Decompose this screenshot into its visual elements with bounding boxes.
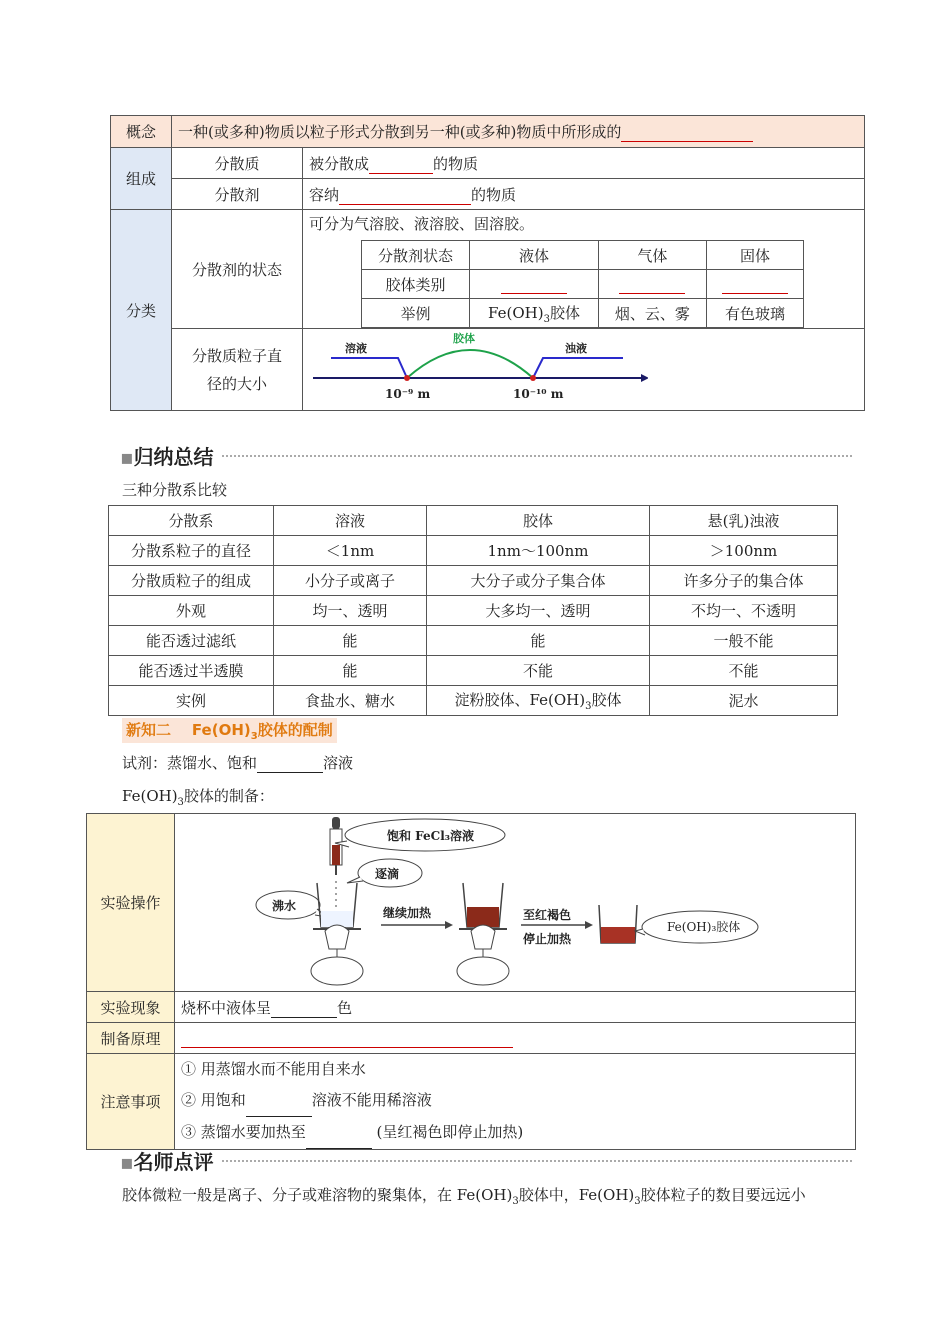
comparison-table (108, 505, 838, 716)
inner-h0: 分散剂状态 (362, 241, 470, 270)
boiling-label: 沸水 (272, 898, 297, 913)
table-row: 实例 食盐水、糖水 淀粉胶体、$Fe(OH)_3$胶体 泥水 (109, 686, 838, 716)
table-row: 能否透过滤纸 能 能 一般不能 (109, 626, 838, 656)
prep-line: $Fe(OH)_3$胶体的制备： (122, 787, 274, 808)
dropper-liquid (332, 845, 340, 865)
inner-h1: 液体 (470, 241, 599, 270)
inner-ex2: 烟、云、雾 (598, 299, 706, 328)
arrow-2-head (585, 921, 593, 929)
tick-dot-2 (530, 375, 536, 381)
inner-r1: 胶体类别 (362, 270, 470, 299)
table-row: 外观 均一、透明 大多均一、透明 不均一、不透明 (109, 596, 838, 626)
principle-label: 制备原理 (87, 1023, 175, 1054)
solution-label: 溶液 (345, 341, 367, 355)
step1-label: 继续加热 (383, 905, 432, 920)
colloid-label: 胶体 (453, 331, 475, 345)
beaker-3-liquid (601, 927, 635, 943)
summary-title: ▪归纳总结 (120, 445, 214, 469)
summary-divider (222, 455, 852, 457)
tick-label-2: 10⁻¹⁰ m (513, 386, 564, 401)
experiment-diagram (175, 815, 855, 991)
beaker-2-liquid (467, 907, 499, 927)
suspension-label: 浊液 (565, 341, 587, 355)
note-2: ② 用饱和 溶液不能用稀溶液 (181, 1085, 849, 1117)
burner-2 (457, 957, 509, 985)
dispersed-label: 分散质 (172, 148, 303, 179)
inner-blank-2 (598, 270, 706, 299)
inner-blank-1 (470, 270, 599, 299)
step2a-label: 至红褐色 (523, 907, 572, 922)
op-diagram-cell (175, 814, 856, 992)
inner-h3: 固体 (706, 241, 803, 270)
cmp-header-2: 胶体 (427, 506, 650, 536)
inner-h2: 气体 (598, 241, 706, 270)
phenomenon-text: 烧杯中液体呈 色 (175, 992, 856, 1023)
classify-label: 分类 (111, 210, 172, 411)
dispersed-blank (369, 155, 433, 174)
composition-label: 组成 (111, 148, 172, 210)
principle-blank-cell (175, 1023, 856, 1054)
concept-table (110, 115, 865, 411)
cmp-header-1: 溶液 (274, 506, 427, 536)
axis-arrow (641, 374, 648, 382)
concept-blank (621, 123, 753, 142)
note-1: ① 用蒸馏水而不能用自来水 (181, 1060, 366, 1078)
table-row: 能否透过半透膜 能 不能 不能 (109, 656, 838, 686)
table-row: 分散质粒子的组成 小分子或离子 大分子或分子集合体 许多分子的集合体 (109, 566, 838, 596)
suspension-line (533, 358, 623, 378)
dropper-bulb (332, 817, 340, 829)
inner-r2: 举例 (362, 299, 470, 328)
result-label: Fe(OH)₃胶体 (667, 919, 741, 934)
fecl3-label: 饱和 FeCl₃溶液 (387, 828, 475, 843)
summary-subtitle: 三种分散系比较 (122, 481, 228, 499)
notes-label: 注意事项 (87, 1054, 175, 1150)
colloid-arc (407, 350, 533, 378)
dispersed-text: 被分散成 的物质 (303, 148, 865, 179)
bubble-drop-tail (347, 877, 363, 883)
concept-label: 概念 (111, 116, 172, 148)
flame-2 (471, 925, 495, 949)
table-row: 分散系粒子的直径 ＜1nm 1nm～100nm ＞100nm (109, 536, 838, 566)
dispersant-blank (339, 186, 471, 205)
cmp-header-3: 悬(乳)浊液 (650, 506, 838, 536)
burner-1 (311, 957, 363, 985)
cmp-header-0: 分散系 (109, 506, 274, 536)
reagent-line: 试剂：蒸馏水、饱和 溶液 (122, 754, 354, 772)
state-label: 分散剂的状态 (172, 210, 303, 329)
note-3: ③ 蒸馏水要加热至 (呈红褐色即停止加热) (181, 1117, 849, 1149)
size-diagram-cell (303, 329, 865, 411)
solution-line (331, 358, 407, 378)
tick-dot-1 (404, 375, 410, 381)
phenomenon-label: 实验现象 (87, 992, 175, 1023)
arrow-1-head (445, 921, 453, 929)
inner-ex3: 有色玻璃 (706, 299, 803, 328)
tick-label-1: 10⁻⁹ m (385, 386, 431, 401)
comment-text: 胶体微粒一般是离子、分子或难溶物的聚集体，在 $Fe(OH)_3$胶体中，$Fe(OH)_3$胶体粒子的数目要远远小 (122, 1186, 806, 1207)
dispersant-label: 分散剂 (172, 179, 303, 210)
experiment-table (86, 813, 856, 1150)
concept-text: 一种(或多种)物质以粒子形式分散到另一种(或多种)物质中所形成的 (172, 116, 865, 148)
state-table (361, 240, 804, 328)
comment-divider (222, 1160, 852, 1162)
flame-1 (325, 925, 349, 949)
step2b-label: 停止加热 (523, 931, 572, 946)
inner-blank-3 (706, 270, 803, 299)
inner-ex1: $Fe(OH)_3$胶体 (470, 299, 599, 328)
comment-title: ▪名师点评 (120, 1150, 214, 1174)
dispersant-text: 容纳 的物质 (303, 179, 865, 210)
op-label: 实验操作 (87, 814, 175, 992)
notes-cell (175, 1054, 856, 1150)
section2-heading: 新知二 $Fe(OH)_3$胶体的配制 (122, 718, 337, 743)
particle-size-diagram (303, 330, 648, 410)
size-label: 分散质粒子直 径的大小 (172, 329, 303, 411)
state-intro: 可分为气溶胶、液溶胶、固溶胶。 (309, 215, 535, 233)
state-cell (303, 210, 865, 329)
drop-label: 逐滴 (375, 866, 400, 881)
